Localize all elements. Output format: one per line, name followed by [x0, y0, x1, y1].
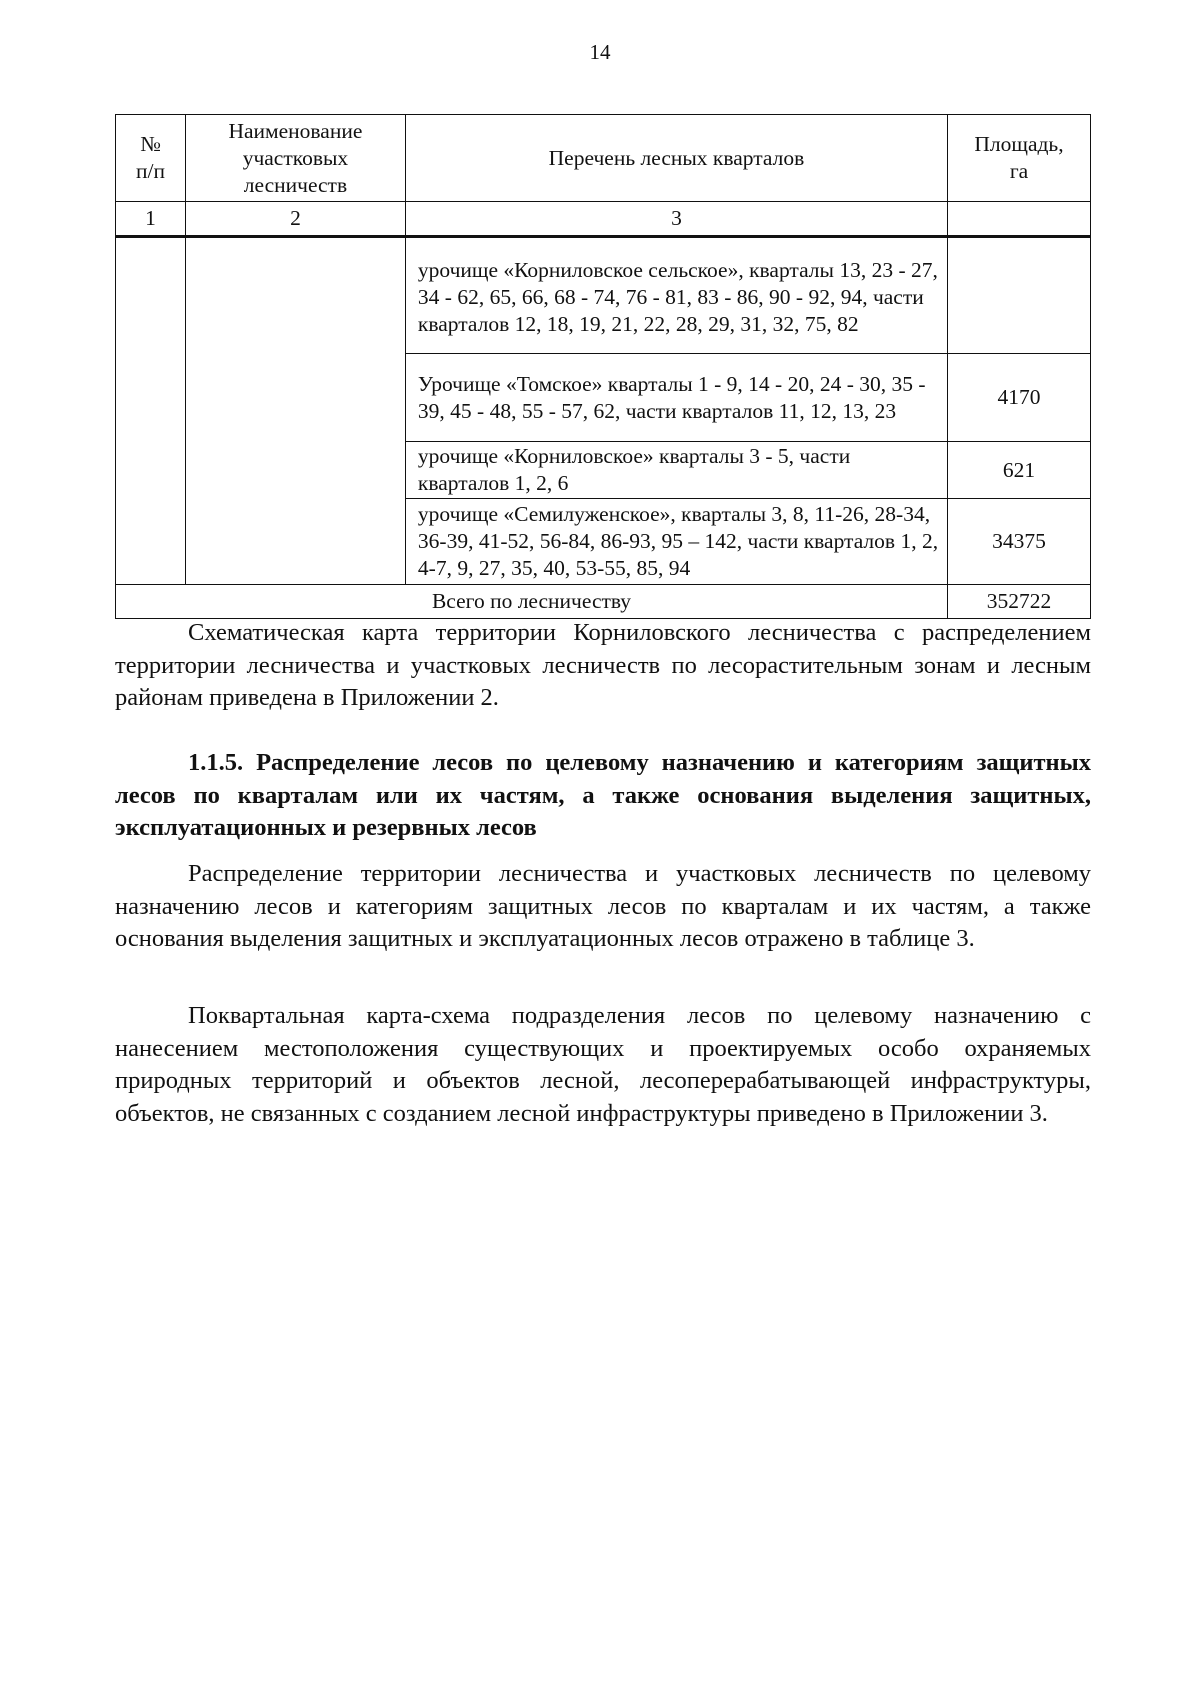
table-total-row — [116, 585, 1091, 619]
quarters-list-cell: Урочище «Томское» кварталы 1 - 9, 14 - 20, 24 - 30, 35 - 39, 45 - 48, 55 - 57, 62, части кварталов 11, 12, 13, 23 — [405, 354, 947, 442]
page-number: 14 — [589, 40, 611, 64]
header-area: Площадь, га — [948, 115, 1091, 202]
total-value: 352722 — [948, 585, 1091, 619]
index-cell — [948, 202, 1091, 237]
table-header-row — [116, 115, 1091, 202]
empty-num-cell — [116, 237, 186, 585]
header-list: Перечень лесных кварталов — [405, 115, 947, 202]
paragraph-distribution: Распределение территории лесничества и участковых лесничеств по целевому назначению лесов и категориям защитных лесов по кварталам и их частям, а также основания выделения защитных и эксплуатационных лесов отражено в таблице 3. — [115, 860, 1091, 952]
empty-name-cell — [185, 237, 405, 585]
index-cell: 3 — [405, 202, 947, 237]
table-row — [116, 237, 1091, 354]
quarters-list-cell: урочище «Семилуженское», кварталы 3, 8, 11-26, 28-34, 36-39, 41-52, 56-84, 86-93, 95 – 142, части кварталов 1, 2, 4-7, 9, 27, 35, 40, 53-55, 85, 94 — [405, 499, 947, 585]
total-label: Всего по лесничеству — [116, 585, 948, 619]
paragraph-quarterly-map: Поквартальная карта-схема подразделения лесов по целевому назначению с нанесением местоположения существующих и проектируемых особо охраняемых природных территорий и объектов лесной, лесоперерабатывающей инфраструктуры, объектов, не связанных с созданием лесной инфраструктуры приведено в Приложении 3. — [115, 1002, 1091, 1127]
area-cell: 621 — [948, 442, 1091, 499]
paragraph-schematic-map: Схематическая карта территории Корниловского лесничества с распределением территории лесничества и участковых лесничеств по лесорастительным зонам и лесным районам приведена в Приложении 2. — [115, 619, 1091, 711]
table-index-row — [116, 202, 1091, 237]
quarters-list-cell: урочище «Корниловское» кварталы 3 - 5, части кварталов 1, 2, 6 — [405, 442, 947, 499]
header-name: Наименование участковых лесничеств — [185, 115, 405, 202]
area-cell — [948, 237, 1091, 354]
header-num: № п/п — [116, 115, 186, 202]
index-cell: 2 — [185, 202, 405, 237]
index-cell: 1 — [116, 202, 186, 237]
forest-quarters-table — [115, 114, 1091, 619]
area-cell: 34375 — [948, 499, 1091, 585]
area-cell: 4170 — [948, 354, 1091, 442]
section-heading: 1.1.5. Распределение лесов по целевому назначению и категориям защитных лесов по кварталам или их частям, а также основания выделения защитных, эксплуатационных и резервных лесов — [115, 749, 1091, 841]
quarters-list-cell: урочище «Корниловское сельское», кварталы 13, 23 - 27, 34 - 62, 65, 66, 68 - 74, 76 - 81, 83 - 86, 90 - 92, 94, части кварталов 12, 18, 19, 21, 22, 28, 29, 31, 32, 75, 82 — [405, 237, 947, 354]
